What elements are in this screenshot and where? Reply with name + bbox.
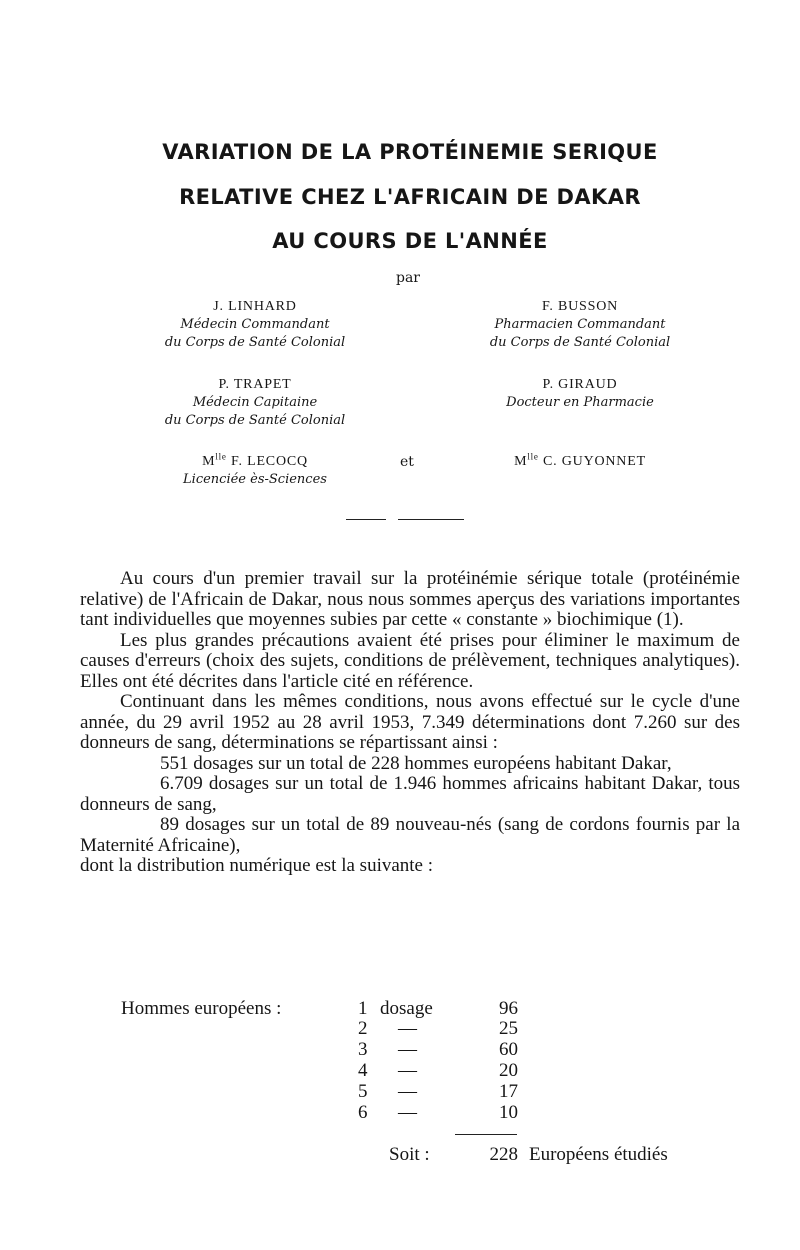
article-body — [80, 569, 740, 877]
author-prefix: M — [514, 454, 528, 469]
author-prefix-sup: lle — [215, 451, 227, 462]
author-linhard — [120, 298, 390, 352]
author-role: Docteur en Pharmacie — [506, 395, 654, 410]
ditto-mark: — — [398, 1060, 417, 1081]
dosage-unit: dosage — [380, 998, 433, 1019]
ditto-mark: — — [398, 1081, 417, 1102]
separator-rule — [346, 519, 386, 520]
ditto-mark: — — [398, 1018, 417, 1039]
paragraph: Les plus grandes précautions avaient été prises pour éliminer le maximum de causes d'erreurs (choix des sujets, conditions de prélèvement, techniques analytiques). Elles ont été décrites dans l'article cité en référence. — [80, 629, 740, 692]
title-line-3: AU COURS DE L'ANNÉE — [272, 229, 548, 253]
author-prefix-sup: lle — [527, 451, 539, 462]
author-name: J. LINHARD — [213, 299, 297, 314]
dosage-number: 4 — [358, 1060, 368, 1081]
author-role: du Corps de Santé Colonial — [164, 413, 346, 428]
dosage-number: 1 — [358, 998, 368, 1019]
author-giraud — [450, 376, 710, 412]
total-rule — [455, 1134, 517, 1135]
dosage-count: 10 — [499, 1102, 518, 1123]
author-role: du Corps de Santé Colonial — [489, 335, 671, 350]
separator-rule — [398, 519, 464, 520]
paragraph: Au cours d'un premier travail sur la protéinémie sérique totale (protéinémie relative) de l'Africain de Dakar, nous nous sommes aperçus des variations importantes tant individuelles que moyennes subies par cette « constante » biochimique (1). — [80, 568, 740, 630]
total-text: Européens étudiés — [529, 1144, 668, 1165]
author-name — [450, 453, 710, 471]
author-lecocq — [120, 453, 390, 489]
author-surname: C. GUYONNET — [538, 454, 646, 469]
author-trapet — [120, 376, 390, 430]
dosage-number: 3 — [358, 1039, 368, 1060]
author-name: P. TRAPET — [218, 377, 292, 392]
total-label: Soit : — [389, 1144, 430, 1165]
title-line-2: RELATIVE CHEZ L'AFRICAIN DE DAKAR — [179, 185, 641, 209]
total-value: 228 — [489, 1144, 518, 1165]
distribution-label: Hommes européens : — [121, 998, 282, 1019]
dosage-count: 25 — [499, 1018, 518, 1039]
ditto-mark: — — [398, 1102, 417, 1123]
dosage-count: 20 — [499, 1060, 518, 1081]
dosage-number: 6 — [358, 1102, 368, 1123]
paragraph: 89 dosages sur un total de 89 nouveau-nés (sang de cordons fournis par la Maternité Africaine), — [80, 814, 740, 856]
author-surname: F. LECOCQ — [226, 454, 308, 469]
author-role: Pharmacien Commandant — [494, 317, 666, 332]
paragraph: dont la distribution numérique est la suivante : — [80, 855, 434, 876]
ditto-mark: — — [398, 1039, 417, 1060]
title-line-1: VARIATION DE LA PROTÉINEMIE SERIQUE — [162, 140, 658, 164]
paragraph: Continuant dans les mêmes conditions, nous avons effectué sur le cycle d'une année, du 29 avril 1952 au 28 avril 1953, 7.349 déterminations dont 7.260 sur des donneurs de sang, déterminations se répartissant ainsi : — [80, 691, 740, 753]
author-name: F. BUSSON — [541, 299, 619, 314]
dosage-number: 5 — [358, 1081, 368, 1102]
authors-conjunction: et — [400, 454, 414, 470]
dosage-number: 2 — [358, 1018, 368, 1039]
dosage-count: 17 — [499, 1081, 518, 1102]
author-busson — [450, 298, 710, 352]
author-name: P. GIRAUD — [542, 377, 618, 392]
dosage-count: 96 — [499, 998, 518, 1019]
paragraph: 6.709 dosages sur un total de 1.946 hommes africains habitant Dakar, tous donneurs de sang, — [80, 773, 740, 815]
author-role: du Corps de Santé Colonial — [164, 335, 346, 350]
dosage-count: 60 — [499, 1039, 518, 1060]
author-role: Médecin Commandant — [180, 317, 330, 332]
author-role: Médecin Capitaine — [192, 395, 318, 410]
author-prefix: M — [202, 454, 216, 469]
author-role: Licenciée ès-Sciences — [183, 472, 327, 487]
byline-par: par — [395, 270, 420, 286]
paragraph: 551 dosages sur un total de 228 hommes européens habitant Dakar, — [160, 752, 672, 774]
author-name — [120, 453, 390, 471]
author-guyonnet — [450, 453, 710, 471]
